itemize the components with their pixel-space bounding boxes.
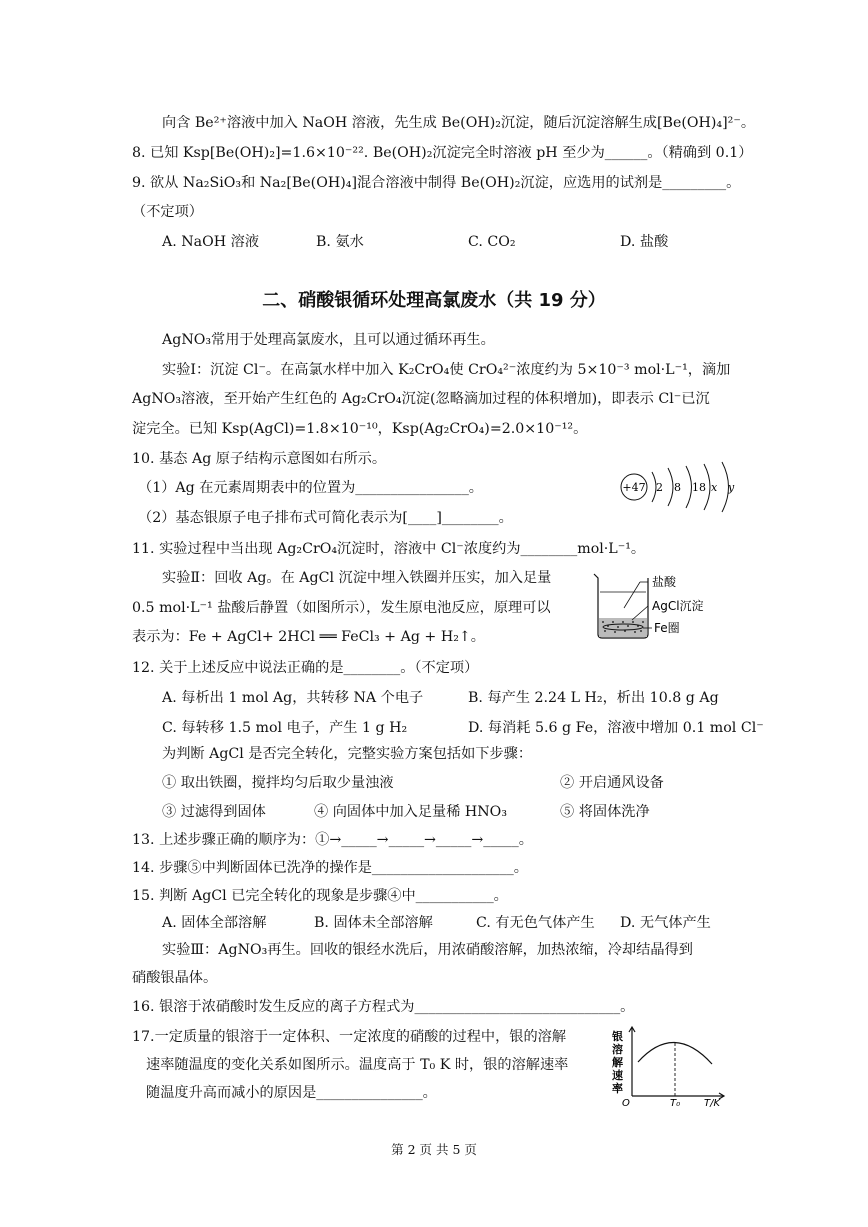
chart-ylabel-3: 解	[612, 1056, 623, 1069]
atom-structure-figure	[612, 458, 742, 516]
atom-shell-3: 18	[692, 481, 706, 494]
intro-text: AgNO₃常用于处理高氯废水，且可以通过循环再生。	[162, 332, 495, 348]
chart-peak-label: T₀	[670, 1098, 681, 1108]
experiment-2-line-1: 实验Ⅱ：回收 Ag。在 AgCl 沉淀中埋入铁圈并压实，加入足量	[162, 570, 552, 586]
rate-temperature-chart	[608, 1024, 732, 1108]
atom-shell-1: 2	[656, 481, 663, 494]
question-10: 10. 基态 Ag 原子结构示意图如右所示。	[132, 451, 387, 467]
q12-option-d: D. 每消耗 5.6 g Fe，溶液中增加 0.1 mol Cl⁻	[468, 720, 764, 736]
chart-ylabel-4: 速	[612, 1069, 623, 1082]
beaker-label-fe: Fe圈	[654, 621, 680, 635]
atom-shell-5: y	[728, 481, 735, 494]
q9-option-c: C. CO₂	[468, 234, 516, 250]
beaker-figure	[588, 570, 748, 642]
experiment-3-line-1: 实验Ⅲ：AgNO₃再生。回收的银经水洗后，用浓硝酸溶解，加热浓缩，冷却结晶得到	[162, 942, 693, 958]
atom-nucleus: +47	[622, 481, 646, 494]
q9-option-a: A. NaOH 溶液	[162, 234, 260, 250]
question-12: 12. 关于上述反应中说法正确的是________。（不定项）	[132, 660, 479, 676]
q9-option-d: D. 盐酸	[620, 234, 669, 250]
chart-ylabel-1: 银	[612, 1030, 623, 1043]
text-line: 向含 Be²⁺溶液中加入 NaOH 溶液，先生成 Be(OH)₂沉淀，随后沉淀溶解生成[Be(OH)₄]²⁻。	[162, 115, 756, 131]
q9-option-b: B. 氨水	[316, 234, 364, 250]
experiment-2-line-3: 表示为：Fe + AgCl+ 2HCl ══ FeCl₃ + Ag + H₂↑。	[132, 629, 485, 645]
step-2: ② 开启通风设备	[560, 775, 664, 791]
experiment-1-line-2: AgNO₃溶液，至开始产生红色的 Ag₂CrO₄沉淀(忽略滴加过程的体积增加)，即表示 Cl⁻已沉	[132, 391, 710, 407]
steps-intro: 为判断 AgCl 是否完全转化，完整实验方案包括如下步骤：	[162, 746, 533, 762]
atom-shell-2: 8	[674, 481, 681, 494]
question-10-1: （1）Ag 在元素周期表中的位置为________________。	[138, 480, 483, 496]
q15-option-c: C. 有无色气体产生	[476, 915, 595, 931]
step-1: ① 取出铁圈，搅拌均匀后取少量浊液	[162, 775, 394, 791]
question-9-note: （不定项）	[132, 204, 203, 220]
chart-ylabel-2: 溶	[612, 1043, 623, 1056]
q15-option-a: A. 固体全部溶解	[162, 915, 267, 931]
question-17-line-3: 随温度升高而减小的原因是_______________。	[146, 1085, 437, 1101]
q15-option-d: D. 无气体产生	[620, 915, 711, 931]
question-11: 11. 实验过程中当出现 Ag₂CrO₄沉淀时，溶液中 Cl⁻浓度约为________mol·L⁻¹。	[132, 541, 646, 557]
experiment-1-line-1: 实验Ⅰ：沉淀 Cl⁻。在高氯水样中加入 K₂CrO₄使 CrO₄²⁻浓度约为 5×10⁻³ mol·L⁻¹，滴加	[162, 362, 731, 378]
question-14: 14. 步骤⑤中判断固体已洗净的操作是____________________。	[132, 860, 528, 876]
chart-origin: O	[622, 1098, 630, 1108]
chart-xlabel: T/K	[704, 1098, 721, 1108]
step-3: ③ 过滤得到固体	[162, 804, 266, 820]
q12-option-a: A. 每析出 1 mol Ag，共转移 NA 个电子	[162, 690, 424, 706]
q12-option-b: B. 每产生 2.24 L H₂，析出 10.8 g Ag	[468, 690, 719, 706]
question-15: 15. 判断 AgCl 已完全转化的现象是步骤④中___________。	[132, 888, 508, 904]
experiment-3-line-2: 硝酸银晶体。	[132, 970, 218, 986]
experiment-2-line-2: 0.5 mol·L⁻¹ 盐酸后静置（如图所示），发生原电池反应，原理可以	[132, 600, 551, 616]
section-title: 二、硝酸银循环处理高氯废水（共 19 分）	[262, 290, 606, 311]
page-number: 第 2 页 共 5 页	[391, 1142, 477, 1157]
question-17-line-1: 17.一定质量的银溶于一定体积、一定浓度的硝酸的过程中，银的溶解	[132, 1029, 567, 1045]
question-10-2: （2）基态银原子电子排布式可简化表示为[____]________。	[138, 510, 513, 526]
chart-ylabel-5: 率	[612, 1082, 623, 1095]
question-16: 16. 银溶于浓硝酸时发生反应的离子方程式为_____________________________。	[132, 999, 635, 1015]
q12-option-c: C. 每转移 1.5 mol 电子，产生 1 g H₂	[162, 720, 408, 736]
experiment-1-line-3: 淀完全。已知 Ksp(AgCl)=1.8×10⁻¹⁰，Ksp(Ag₂CrO₄)=2.0×10⁻¹²。	[132, 421, 588, 437]
step-5: ⑤ 将固体洗净	[560, 804, 650, 820]
q15-option-b: B. 固体未全部溶解	[314, 915, 433, 931]
question-8: 8. 已知 Ksp[Be(OH)₂]=1.6×10⁻²². Be(OH)₂沉淀完全时溶液 pH 至少为______。（精确到 0.1）	[132, 145, 753, 161]
beaker-label-hcl: 盐酸	[652, 575, 677, 589]
beaker-label-agcl: AgCl沉淀	[652, 599, 704, 613]
question-17-line-2: 速率随温度的变化关系如图所示。温度高于 T₀ K 时，银的溶解速率	[146, 1057, 569, 1073]
question-13: 13. 上述步骤正确的顺序为：①→_____→_____→_____→_____。	[132, 832, 533, 848]
step-4: ④ 向固体中加入足量稀 HNO₃	[314, 804, 508, 820]
atom-shell-4: x	[711, 481, 718, 494]
question-9: 9. 欲从 Na₂SiO₃和 Na₂[Be(OH)₄]混合溶液中制得 Be(OH)₂沉淀，应选用的试剂是_________。	[132, 175, 741, 191]
